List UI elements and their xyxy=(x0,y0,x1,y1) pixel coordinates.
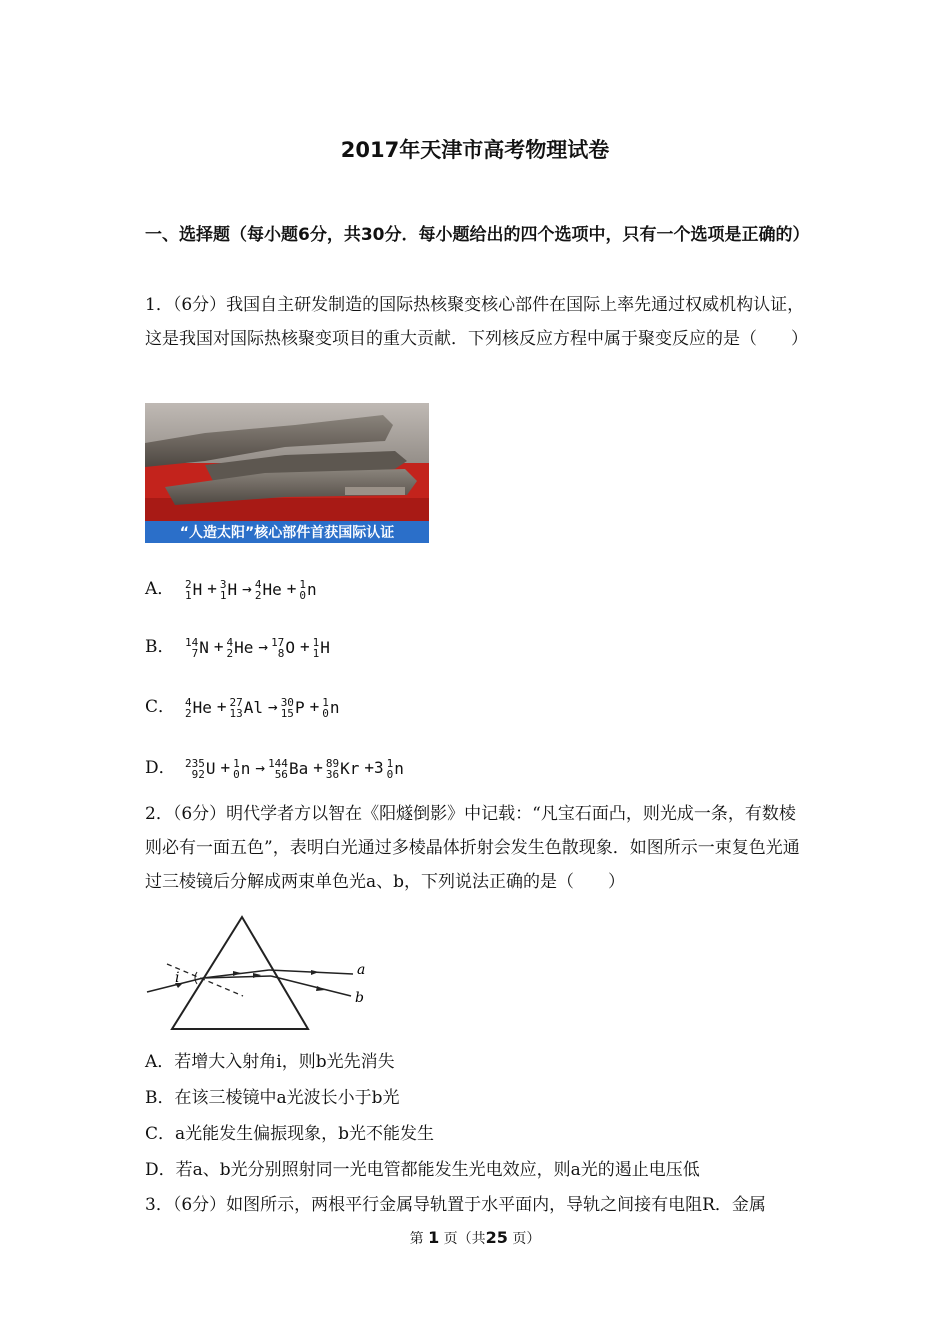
atomic-number: 8 xyxy=(277,646,285,660)
equation xyxy=(185,756,406,781)
option-text: 若增大入射角i，则b光先消失 xyxy=(174,1052,395,1072)
element-symbol: P xyxy=(294,698,305,717)
atomic-number: 7 xyxy=(191,646,199,660)
operator: → xyxy=(242,579,252,598)
q2-option-c xyxy=(145,1119,434,1144)
nuclide xyxy=(281,697,305,719)
nuclide xyxy=(185,697,212,719)
question-1-photo xyxy=(145,403,429,543)
nuclide xyxy=(220,579,237,601)
option-label: B． xyxy=(145,637,175,657)
total-pages: 25 xyxy=(485,1228,508,1247)
option-label: A． xyxy=(145,579,175,599)
ray-b-label: b xyxy=(355,990,364,1006)
question-2-stem: 2．（6分）明代学者方以智在《阳燧倒影》中记载：“凡宝石面凸，则光成一条，有数棱则必有一面五色”，表明白光通过多棱晶体折射会发生色散现象．如图所示一束复色光通过三棱镜后分解成两束单色光a、b，下列说法正确的是（ ） xyxy=(145,804,800,892)
atomic-number: 1 xyxy=(219,588,227,602)
operator: → xyxy=(258,637,269,656)
atomic-number: 15 xyxy=(280,706,294,720)
mass-number: 4 xyxy=(185,695,192,709)
nuclide xyxy=(185,579,202,601)
option-text: 在该三棱镜中a光波长小于b光 xyxy=(174,1088,400,1108)
mass-number: 4 xyxy=(226,635,234,649)
element-symbol: H xyxy=(227,580,238,599)
atomic-number: 56 xyxy=(274,767,288,781)
page-title: 2017年天津市高考物理试卷 xyxy=(340,138,610,162)
q1-option-a xyxy=(145,574,319,601)
mass-number: 235 xyxy=(185,756,205,770)
footer-suffix: 页） xyxy=(512,1231,541,1247)
element-symbol: N xyxy=(199,638,209,657)
q1-option-b xyxy=(145,632,332,659)
mass-number: 1 xyxy=(299,577,306,591)
atomic-number: 92 xyxy=(191,767,205,781)
element-symbol: n xyxy=(240,759,251,778)
atomic-number: 2 xyxy=(254,588,262,602)
atomic-number: 13 xyxy=(229,706,243,720)
operator: + xyxy=(299,637,310,656)
operator: + xyxy=(313,758,323,777)
nuclide xyxy=(185,758,216,780)
mass-number: 2 xyxy=(185,577,192,591)
nuclide xyxy=(233,758,250,780)
element-symbol: U xyxy=(205,759,216,778)
mass-number: 89 xyxy=(325,756,340,770)
mass-number: 1 xyxy=(312,635,320,649)
equation xyxy=(185,635,332,660)
element-symbol: O xyxy=(285,638,295,657)
section-heading: 一、选择题（每小题6分，共30分．每小题给出的四个选项中，只有一个选项是正确的） xyxy=(145,225,810,245)
element-symbol: Ba xyxy=(288,759,309,778)
mass-number: 4 xyxy=(254,577,262,591)
mass-number: 1 xyxy=(233,756,240,770)
option-label: D． xyxy=(145,758,176,778)
nuclide xyxy=(185,637,209,659)
prism-diagram xyxy=(145,912,385,1038)
footer-prefix: 第 xyxy=(409,1231,424,1247)
atomic-number: 2 xyxy=(226,646,234,660)
mass-number: 14 xyxy=(185,635,199,649)
question-1-stem: 1．（6分）我国自主研发制造的国际热核聚变核心部件在国际上率先通过权威机构认证，这是我国对国际热核聚变项目的重大贡献．下列核反应方程中属于聚变反应的是（ ） xyxy=(145,295,808,349)
mass-number: 144 xyxy=(268,756,288,770)
option-text: a光能发生偏振现象，b光不能发生 xyxy=(175,1124,435,1144)
q1-option-d xyxy=(145,753,406,780)
equation xyxy=(185,577,319,602)
operator: + xyxy=(216,697,227,716)
operator: → xyxy=(268,697,278,716)
nuclide xyxy=(313,637,330,659)
operator: + xyxy=(213,637,224,656)
operator: → xyxy=(255,758,266,777)
atomic-number: 1 xyxy=(312,646,320,660)
atomic-number: 0 xyxy=(322,706,329,720)
equation xyxy=(185,695,341,720)
element-symbol: He xyxy=(234,638,254,657)
mass-number: 30 xyxy=(280,695,294,709)
mass-number: 27 xyxy=(229,695,243,709)
option-label: D． xyxy=(145,1160,176,1180)
element-symbol: Kr xyxy=(340,759,360,778)
page-number: 1 xyxy=(428,1228,440,1247)
operator: +3 xyxy=(364,758,384,777)
mass-number: 1 xyxy=(322,695,329,709)
mass-number: 17 xyxy=(271,635,285,649)
photo-caption: “人造太阳”核心部件首获国际认证 xyxy=(179,525,395,541)
page-footer xyxy=(0,1228,950,1248)
nuclide xyxy=(227,637,254,659)
atomic-number: 0 xyxy=(386,767,394,781)
q2-option-d xyxy=(145,1155,700,1180)
atomic-number: 0 xyxy=(299,588,306,602)
mass-number: 1 xyxy=(386,756,394,770)
option-label: A． xyxy=(145,1052,175,1072)
element-symbol: H xyxy=(320,638,330,657)
atomic-number: 36 xyxy=(325,767,340,781)
operator: + xyxy=(220,758,231,777)
nuclide xyxy=(268,758,308,780)
ray-a-label: a xyxy=(357,962,366,978)
atomic-number: 1 xyxy=(185,588,192,602)
option-label: C． xyxy=(145,1124,176,1144)
atomic-number: 0 xyxy=(233,767,240,781)
footer-mid: 页（共 xyxy=(443,1231,486,1247)
q2-option-b xyxy=(145,1083,400,1108)
option-text: 若a、b光分别照射同一光电管都能发生光电效应，则a光的遏止电压低 xyxy=(175,1160,700,1180)
element-symbol: n xyxy=(306,580,317,599)
incident-angle-label: i xyxy=(175,970,180,986)
operator: + xyxy=(207,579,217,598)
element-symbol: He xyxy=(192,698,212,717)
element-symbol: n xyxy=(329,698,340,717)
q1-option-c xyxy=(145,692,341,719)
nuclide xyxy=(322,697,339,719)
q2-option-a xyxy=(145,1047,395,1072)
operator: + xyxy=(286,579,297,598)
option-label: B． xyxy=(145,1088,175,1108)
option-label: C． xyxy=(145,697,176,717)
nuclide xyxy=(230,697,264,719)
nuclide xyxy=(387,758,404,780)
question-3-stem: 3．（6分）如图所示，两根平行金属导轨置于水平面内，导轨之间接有电阻R．金属 xyxy=(145,1195,766,1215)
nuclide xyxy=(299,579,316,601)
operator: + xyxy=(309,697,320,716)
mass-number: 3 xyxy=(219,577,227,591)
nuclide xyxy=(326,758,360,780)
element-symbol: Al xyxy=(243,698,264,717)
element-symbol: n xyxy=(394,759,404,778)
element-symbol: He xyxy=(262,580,282,599)
element-symbol: H xyxy=(192,580,203,599)
atomic-number: 2 xyxy=(185,706,192,720)
nuclide xyxy=(271,637,295,659)
nuclide xyxy=(255,579,282,601)
